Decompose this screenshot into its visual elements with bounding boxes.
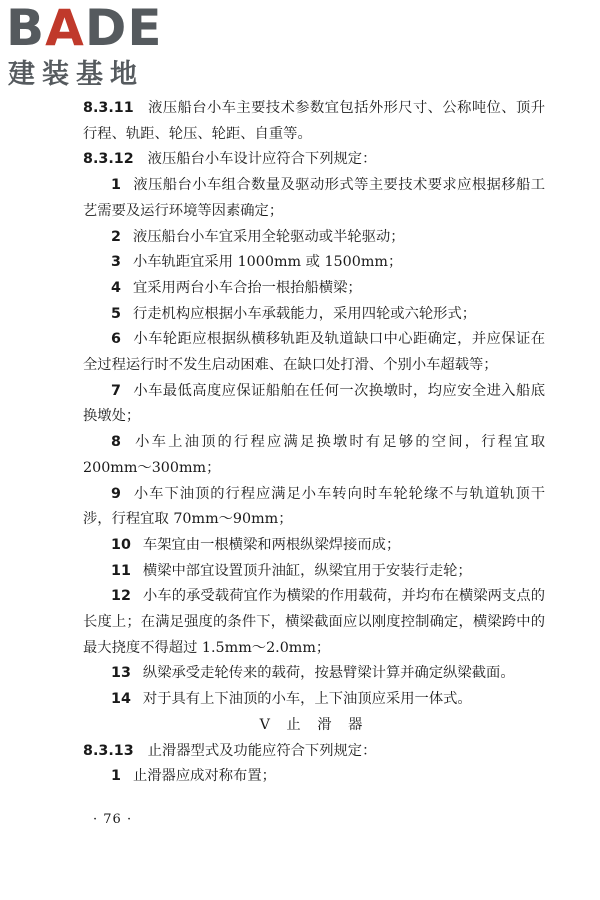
paragraph-text: 横梁中部宜设置顶升油缸，纵梁宜用于安装行走轮； bbox=[142, 562, 472, 579]
item-number: 1 bbox=[111, 177, 121, 194]
item-number: 11 bbox=[111, 562, 131, 579]
list-item bbox=[83, 327, 545, 378]
logo-letters-de: DE bbox=[84, 0, 163, 57]
list-item bbox=[83, 482, 545, 533]
item-number: 12 bbox=[111, 588, 131, 605]
paragraph-text: 小车上油顶的行程应满足换墩时有足够的空间，行程宜取 200mm～300mm； bbox=[83, 434, 545, 476]
paragraph-text: 行走机构应根据小车承载能力，采用四轮或六轮形式； bbox=[132, 305, 477, 322]
logo-chinese-text: 建装基地 bbox=[8, 59, 144, 90]
clause-number: 8.3.11 bbox=[83, 100, 134, 116]
list-item bbox=[83, 559, 545, 585]
paragraph-text: 对于具有上下油顶的小车，上下油顶应采用一体式。 bbox=[142, 691, 472, 708]
item-number: 4 bbox=[111, 279, 121, 296]
paragraph-text: 宜采用两台小车合抬一根抬船横梁； bbox=[132, 279, 362, 296]
list-item bbox=[83, 533, 545, 559]
paragraph-text: 止滑器型式及功能应符合下列规定： bbox=[147, 742, 377, 759]
item-number: 7 bbox=[111, 382, 121, 399]
clause-number: 8.3.13 bbox=[83, 742, 134, 759]
paragraph-text: 小车下油顶的行程应满足小车转向时车轮轮缘不与轨道轨顶干涉，行程宜取 70mm～90mm； bbox=[83, 485, 545, 528]
item-number: 13 bbox=[111, 665, 131, 682]
section-heading: V 止 滑 器 bbox=[259, 716, 369, 733]
page-number: · 76 · bbox=[93, 812, 133, 827]
paragraph-text: 止滑器应成对称布置； bbox=[132, 768, 276, 785]
clause-paragraph bbox=[83, 147, 545, 173]
paragraph-text: 车架宜由一根横梁和两根纵梁焊接而成； bbox=[142, 536, 401, 553]
list-item bbox=[83, 764, 545, 790]
paragraph-text: 小车最低高度应保证船舶在任何一次换墩时，均应安全进入船底换墩处； bbox=[83, 382, 545, 425]
list-item bbox=[83, 302, 545, 328]
item-number: 5 bbox=[111, 305, 121, 322]
list-item bbox=[83, 173, 545, 224]
logo-wordmark bbox=[6, 0, 181, 57]
document-body bbox=[83, 96, 545, 790]
list-item bbox=[83, 250, 545, 276]
list-item bbox=[83, 276, 545, 302]
list-item bbox=[83, 584, 545, 661]
item-number: 2 bbox=[111, 228, 121, 245]
list-item bbox=[83, 225, 545, 251]
item-number: 14 bbox=[111, 691, 131, 708]
list-item bbox=[83, 687, 545, 713]
paragraph-text: 液压船台小车组合数量及驱动形式等主要技术要求应根据移船工艺需要及运行环境等因素确定； bbox=[83, 177, 545, 219]
list-item bbox=[83, 430, 545, 481]
paragraph-text: 小车的承受载荷宜作为横梁的作用载荷，并均布在横梁两支点的长度上；在满足强度的条件下，横梁截面应以刚度控制确定，横梁跨中的最大挠度不得超过 1.5mm～2.0mm； bbox=[83, 588, 545, 656]
item-number: 8 bbox=[111, 434, 121, 451]
paragraph-text: 液压船台小车主要技术参数宜包括外形尺寸、公称吨位、顶升行程、轨距、轮压、轮距、自重等。 bbox=[83, 100, 545, 142]
list-item bbox=[83, 661, 545, 687]
item-number: 10 bbox=[111, 536, 131, 553]
list-item bbox=[83, 379, 545, 430]
clause-paragraph bbox=[83, 739, 545, 765]
item-number: 1 bbox=[111, 768, 121, 785]
paragraph-text: 液压船台小车宜采用全轮驱动或半轮驱动； bbox=[132, 228, 405, 245]
paragraph-text: 小车轮距应根据纵横移轨距及轨道缺口中心距确定，并应保证在全过程运行时不发生启动困难、在缺口处打滑、个别小车超载等； bbox=[83, 331, 545, 374]
logo-letter-b: B bbox=[6, 0, 46, 57]
item-number: 9 bbox=[111, 485, 121, 502]
clause-number: 8.3.12 bbox=[83, 151, 134, 168]
paragraph-text: 液压船台小车设计应符合下列规定： bbox=[147, 151, 377, 168]
item-number: 3 bbox=[111, 254, 121, 271]
clause-paragraph bbox=[83, 96, 545, 147]
logo-letter-a: A bbox=[45, 0, 85, 57]
item-number: 6 bbox=[111, 331, 121, 348]
paragraph-text: 纵梁承受走轮传来的载荷，按悬臂梁计算并确定纵梁截面。 bbox=[142, 665, 515, 682]
paragraph-text: 小车轨距宜采用 1000mm 或 1500mm； bbox=[132, 254, 403, 271]
bade-logo bbox=[6, 2, 181, 94]
